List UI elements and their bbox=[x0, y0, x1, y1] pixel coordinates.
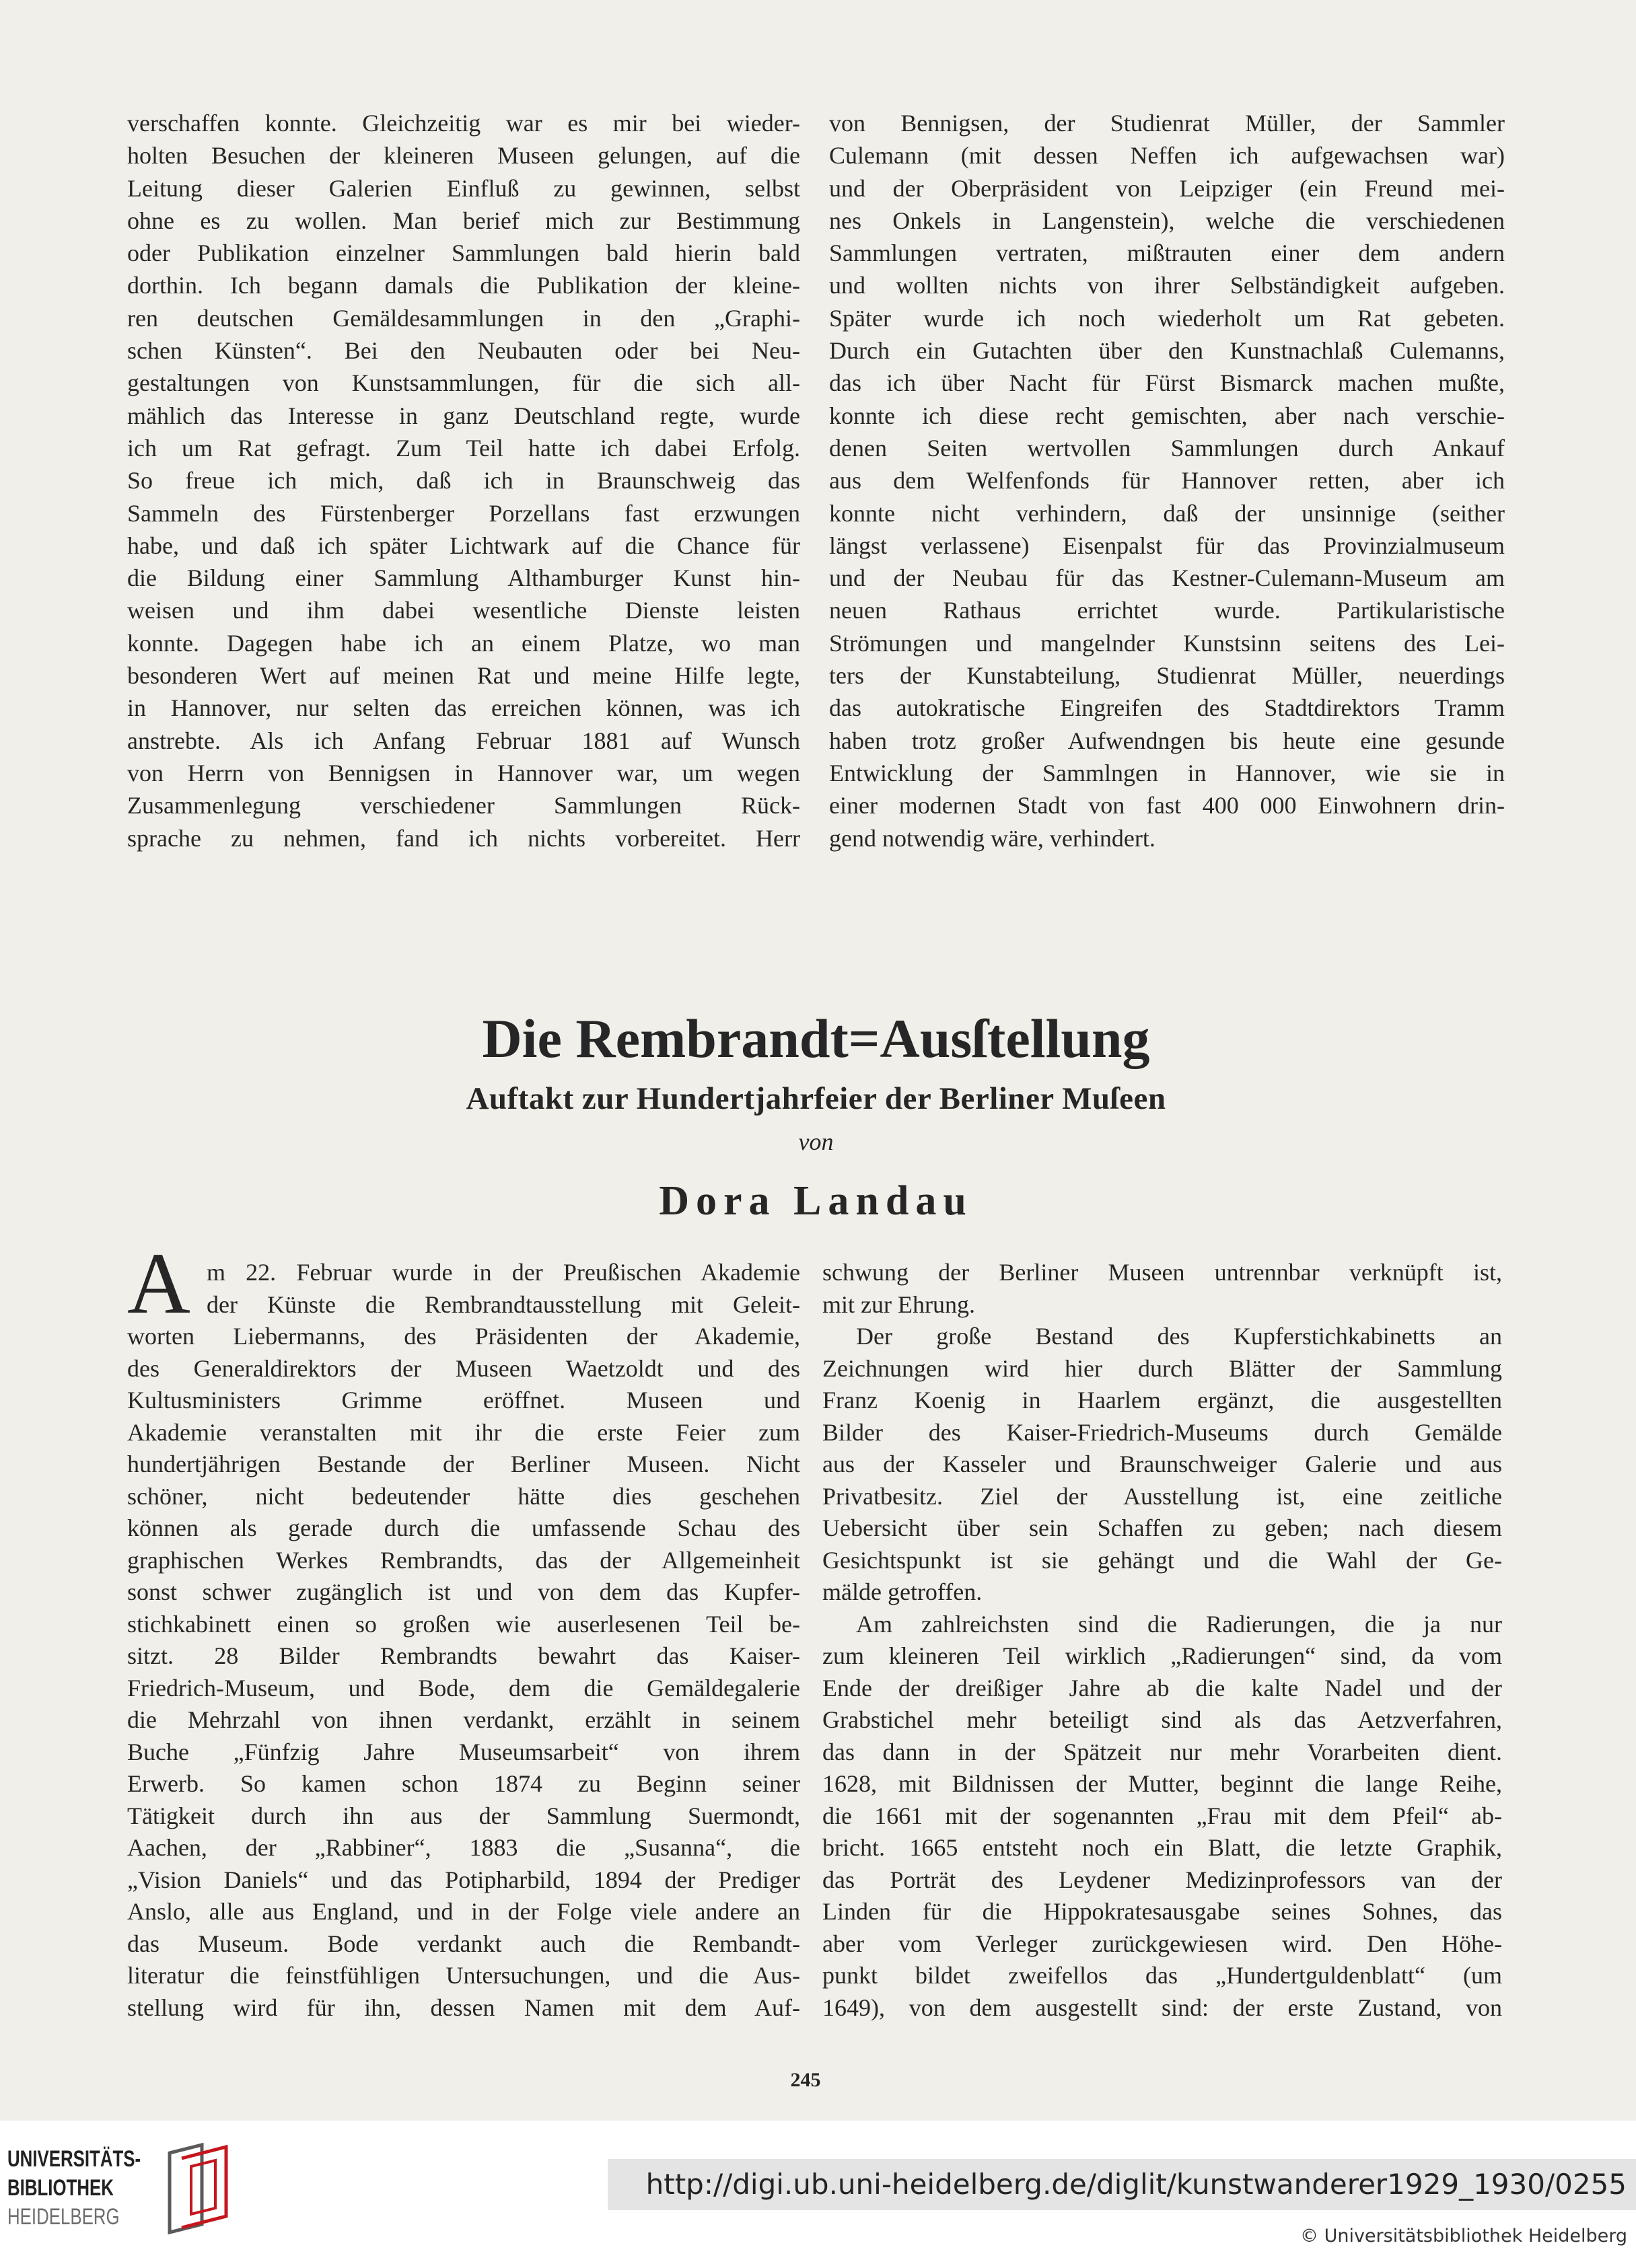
text-line: zum kleineren Teil wirklich „Radierungen“ sind, da vom bbox=[822, 1642, 1502, 1669]
text-line: stellung wird für ihn, dessen Namen mit dem Auf- bbox=[127, 1993, 800, 2021]
text-line: ren deutschen Gemäldesammlungen in den „Graphi- bbox=[127, 304, 800, 332]
article-subtitle: Auftakt zur Hundertjahrfeier der Berliner Muſeen bbox=[466, 1081, 1166, 1116]
text-line: Der große Bestand des Kupferstichkabinetts an bbox=[856, 1323, 1502, 1350]
text-line: 1628, mit Bildnissen der Mutter, beginnt die lange Reihe, bbox=[822, 1770, 1502, 1797]
text-line: Grabstichel mehr beteiligt sind als das Aetzverfahren, bbox=[822, 1706, 1502, 1733]
text-line: konnte ich diese recht gemischten, aber nach verschie- bbox=[829, 402, 1505, 429]
text-line: 1649), von dem ausgestellt sind: der erste Zustand, von bbox=[822, 1993, 1502, 2021]
text-line: können als gerade durch die umfassende Schau des bbox=[127, 1514, 800, 1541]
text-line: in Hannover, nur selten das erreichen können, was ich bbox=[127, 694, 800, 722]
article-column-right bbox=[822, 1257, 1502, 2024]
text-line: dorthin. Ich begann damals die Publikation der kleine- bbox=[127, 272, 800, 299]
text-line: mählich das Interesse in ganz Deutschland regte, wurde bbox=[127, 402, 800, 429]
text-line: ohne es zu wollen. Man berief mich zur Bestimmung bbox=[127, 207, 800, 234]
permalink-url: http://digi.ub.uni-heidelberg.de/diglit/kunstwanderer1929_1930/0255 bbox=[645, 2168, 1627, 2201]
article-title: Die Rembrandt=Ausſtellung bbox=[482, 1008, 1150, 1069]
text-line: des Generaldirektors der Museen Waetzoldt und des bbox=[127, 1354, 800, 1382]
text-line: Erwerb. So kamen schon 1874 zu Beginn seiner bbox=[127, 1770, 800, 1797]
url-bar bbox=[608, 2159, 1636, 2210]
text-line: stichkabinett einen so großen wie auserlesenen Teil be- bbox=[127, 1610, 800, 1638]
text-line: und der Oberpräsident von Leipziger (ein Freund mei- bbox=[829, 174, 1505, 202]
text-line: Gesichtspunkt ist sie gehängt und die Wahl der Ge- bbox=[822, 1546, 1502, 1574]
logo-text-line: HEIDELBERG bbox=[7, 2204, 120, 2230]
text-line: Sammlungen vertraten, mißtrauten einer dem andern bbox=[829, 240, 1505, 267]
text-line: Culemann (mit dessen Neffen ich aufgewachsen war) bbox=[829, 142, 1505, 170]
text-line: sprache zu nehmen, fand ich nichts vorbereitet. Herr bbox=[127, 824, 800, 852]
text-line: die 1661 mit der sogenannten „Frau mit dem Pfeil“ ab- bbox=[822, 1802, 1502, 1829]
text-line: konnte. Dagegen habe ich an einem Platze, wo man bbox=[127, 629, 800, 657]
text-line: Ende der dreißiger Jahre ab die kalte Nadel und der bbox=[822, 1674, 1502, 1702]
text-line: schöner, nicht bedeutender hätte dies geschehen bbox=[127, 1482, 800, 1510]
text-line: aber vom Verleger zurückgewiesen wird. Den Höhe- bbox=[822, 1930, 1502, 1957]
text-line: Später wurde ich noch wiederholt um Rat gebeten. bbox=[829, 304, 1505, 332]
text-line: Uebersicht über sein Schaffen zu geben; nach diesem bbox=[822, 1514, 1502, 1541]
text-line: schwung der Berliner Museen untrennbar verknüpft ist, bbox=[822, 1259, 1502, 1286]
text-line: das Museum. Bode verdankt auch die Rembandt- bbox=[127, 1930, 800, 1957]
text-line: schen Künsten“. Bei den Neubauten oder bei Neu- bbox=[127, 337, 800, 365]
text-line: besonderen Wert auf meinen Rat und meine Hilfe legte, bbox=[127, 662, 800, 690]
text-line: Durch ein Gutachten über den Kunstnachlaß Culemanns, bbox=[829, 337, 1505, 365]
drop-cap: A bbox=[127, 1235, 190, 1332]
text-line: die Bildung einer Sammlung Althamburger Kunst hin- bbox=[127, 564, 800, 592]
logo-text-line: BIBLIOTHEK bbox=[7, 2175, 114, 2201]
text-line: „Vision Daniels“ und das Potipharbild, 1894 der Prediger bbox=[127, 1866, 800, 1893]
text-line: weisen und ihm dabei wesentliche Dienste leisten bbox=[127, 597, 800, 624]
text-line: ters der Kunstabteilung, Studienrat Müller, neuerdings bbox=[829, 662, 1505, 690]
text-line: und der Neubau für das Kestner-Culemann-Museum am bbox=[829, 564, 1505, 592]
text-line: punkt bildet zweifellos das „Hundertguldenblatt“ (um bbox=[822, 1962, 1502, 1989]
text-line: sitzt. 28 Bilder Rembrandts bewahrt das Kaiser- bbox=[127, 1642, 800, 1669]
text-line: Zusammenlegung verschiedener Sammlungen Rück- bbox=[127, 792, 800, 819]
text-line: das ich über Nacht für Fürst Bismarck machen mußte, bbox=[829, 369, 1505, 397]
text-line: neuen Rathaus errichtet wurde. Partikularistische bbox=[829, 597, 1505, 624]
text-line: aus der Kasseler und Braunschweiger Galerie und aus bbox=[822, 1451, 1502, 1477]
text-line: gestaltungen von Kunstsammlungen, für die sich all- bbox=[127, 369, 800, 397]
text-line: Kultusministers Grimme eröffnet. Museen und bbox=[127, 1387, 800, 1414]
text-line: Buche „Fünfzig Jahre Museumsarbeit“ von ihrem bbox=[127, 1738, 800, 1765]
text-line: habe, und daß ich später Lichtwark auf die Chance für bbox=[127, 532, 800, 559]
text-line: aus dem Welfenfonds für Hannover retten, aber ich bbox=[829, 467, 1505, 495]
text-line: Zeichnungen wird hier durch Blätter der Sammlung bbox=[822, 1354, 1502, 1382]
byline-prefix: von bbox=[798, 1128, 834, 1155]
text-line: Am zahlreichsten sind die Radierungen, die ja nur bbox=[856, 1610, 1502, 1638]
text-line: Sammeln des Fürstenberger Porzellans fast erzwungen bbox=[127, 499, 800, 527]
text-line: So freue ich mich, daß ich in Braunschweig das bbox=[127, 467, 800, 495]
text-line: einer modernen Stadt von fast 400 000 Einwohnern drin- bbox=[829, 792, 1505, 819]
text-line: m 22. Februar wurde in der Preußischen Akademie bbox=[207, 1259, 800, 1286]
text-line: worten Liebermanns, des Präsidenten der Akademie, bbox=[127, 1323, 800, 1350]
article-author: Dora Landau bbox=[659, 1178, 973, 1224]
text-line: von Bennigsen, der Studienrat Müller, der Sammler bbox=[829, 110, 1505, 137]
text-line: sonst schwer zugänglich ist und von dem das Kupfer- bbox=[127, 1578, 800, 1605]
text-line: denen Seiten wertvollen Sammlungen durch Ankauf bbox=[829, 434, 1505, 462]
text-line: mälde getroffen. bbox=[822, 1578, 983, 1605]
text-line: Entwicklung der Sammlngen in Hannover, wie sie in bbox=[829, 759, 1505, 787]
text-line: das autokratische Eingreifen des Stadtdirektors Tramm bbox=[829, 694, 1505, 722]
text-line: Strömungen und mangelnder Kunstsinn seitens des Lei- bbox=[829, 629, 1505, 657]
text-line: graphischen Werkes Rembrandts, das der Allgemeinheit bbox=[127, 1546, 800, 1574]
text-line: verschaffen konnte. Gleichzeitig war es mir bei wieder- bbox=[127, 110, 800, 137]
text-line: nes Onkels in Langenstein), welche die verschiedenen bbox=[829, 207, 1505, 234]
text-line: die Mehrzahl von ihnen verdankt, erzählt in seinem bbox=[127, 1706, 800, 1733]
page-number: 245 bbox=[790, 2069, 821, 2091]
library-book-logo-icon bbox=[162, 2137, 236, 2238]
logo-text-line: UNIVERSITÄTS- bbox=[7, 2146, 141, 2172]
text-line: haben trotz großer Aufwendngen bis heute eine gesunde bbox=[829, 727, 1505, 754]
text-line: und wollten nichts von ihrer Selbständigkeit aufgeben. bbox=[829, 272, 1505, 299]
text-line: Friedrich-Museum, und Bode, dem die Gemäldegalerie bbox=[127, 1674, 800, 1702]
text-line: das Porträt des Leydener Medizinprofessors van der bbox=[822, 1866, 1502, 1893]
text-line: bricht. 1665 entsteht noch ein Blatt, die letzte Graphik, bbox=[822, 1834, 1502, 1861]
text-line: Leitung dieser Galerien Einfluß zu gewinnen, selbst bbox=[127, 174, 800, 202]
text-line: konnte nicht verhindern, daß der unsinnige (seither bbox=[829, 499, 1505, 527]
text-line: Bilder des Kaiser-Friedrich-Museums durch Gemälde bbox=[822, 1418, 1502, 1446]
text-line: Linden für die Hippokratesausgabe seines Sohnes, das bbox=[822, 1898, 1502, 1925]
continuation-column-right bbox=[829, 107, 1505, 854]
text-line: anstrebte. Als ich Anfang Februar 1881 auf Wunsch bbox=[127, 727, 800, 754]
text-line: literatur die feinstfühligen Untersuchungen, und die Aus- bbox=[127, 1962, 800, 1989]
text-line: hundertjährigen Bestande der Berliner Museen. Nicht bbox=[127, 1451, 800, 1477]
text-line: Privatbesitz. Ziel der Ausstellung ist, eine zeitliche bbox=[822, 1482, 1502, 1510]
text-line: Akademie veranstalten mit ihr die erste Feier zum bbox=[127, 1418, 800, 1446]
copyright-notice: © Universitätsbibliothek Heidelberg bbox=[1300, 2226, 1627, 2246]
text-line: oder Publikation einzelner Sammlungen bald hierin bald bbox=[127, 240, 800, 267]
text-line: längst verlassene) Eisenpalst für das Provinzialmuseum bbox=[829, 532, 1505, 559]
text-line: Aachen, der „Rabbiner“, 1883 die „Susanna“, die bbox=[127, 1834, 800, 1861]
text-line: holten Besuchen der kleineren Museen gelungen, auf die bbox=[127, 142, 800, 170]
text-line: Anslo, alle aus England, und in der Folge viele andere an bbox=[127, 1898, 800, 1925]
text-line: Tätigkeit durch ihn aus der Sammlung Suermondt, bbox=[127, 1802, 800, 1829]
text-line: von Herrn von Bennigsen in Hannover war, um wegen bbox=[127, 759, 800, 787]
text-line: Franz Koenig in Haarlem ergänzt, die ausgestellten bbox=[822, 1387, 1502, 1414]
text-line: das dann in der Spätzeit nur mehr Vorarbeiten dient. bbox=[822, 1738, 1502, 1765]
text-line: ich um Rat gefragt. Zum Teil hatte ich dabei Erfolg. bbox=[127, 434, 800, 462]
article-column-left bbox=[127, 1235, 800, 2024]
continuation-column-left bbox=[127, 107, 800, 854]
text-line: mit zur Ehrung. bbox=[822, 1290, 975, 1318]
text-line: gend notwendig wäre, verhindert. bbox=[829, 824, 1155, 852]
text-line: der Künste die Rembrandtausstellung mit Geleit- bbox=[207, 1290, 800, 1318]
